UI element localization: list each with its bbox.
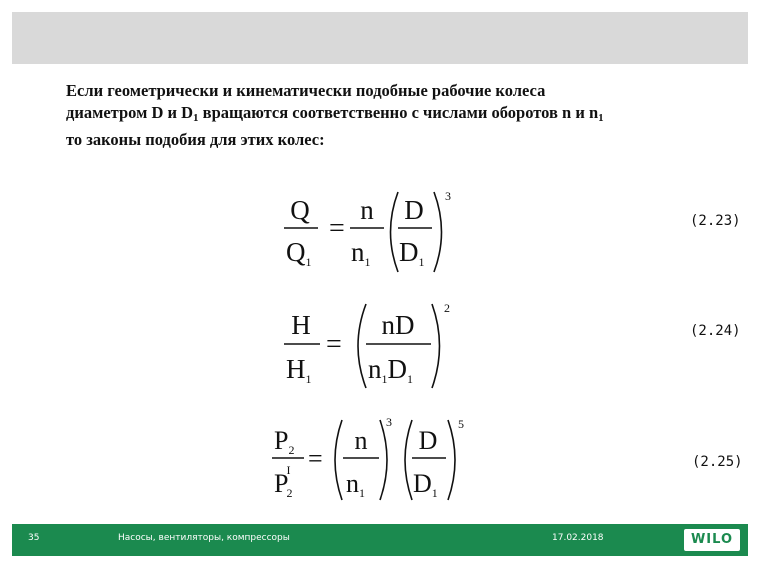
- f3-paren1-left: [335, 420, 342, 500]
- f1-paren-right: [434, 192, 442, 272]
- f3-equals: =: [308, 444, 323, 473]
- f1-paren-den: D1: [399, 237, 425, 269]
- page-number: 35: [28, 533, 40, 543]
- footer-bar: [12, 524, 748, 556]
- f3-paren2-right: [448, 420, 455, 500]
- f3-p1-num: n: [354, 426, 368, 455]
- f3-paren2-left: [405, 420, 412, 500]
- equation-number-2-25: (2.25): [692, 454, 743, 470]
- f2-exponent: 2: [444, 301, 450, 315]
- f1-left-den: Q1: [286, 237, 312, 269]
- f2-paren-left: [358, 304, 366, 388]
- intro-text: [66, 80, 736, 151]
- wilo-logo-text: WILO: [690, 532, 734, 547]
- equation-number-2-23: (2.23): [690, 213, 741, 229]
- f2-paren-den: n1D1: [368, 354, 413, 386]
- formula-2-24: [280, 298, 470, 390]
- f1-paren-num: D: [404, 195, 424, 225]
- f1-equals: =: [329, 213, 345, 244]
- f3-left-num: P2: [274, 426, 295, 457]
- f3-p2-exponent: 5: [458, 417, 464, 431]
- f3-left-den: PI 2: [274, 463, 293, 500]
- f1-left-num: Q: [290, 195, 310, 225]
- intro-line-3: то законы подобия для этих колес:: [66, 130, 325, 149]
- header-band: [12, 12, 748, 64]
- f3-paren1-right: [380, 420, 387, 500]
- f1-mid-den: n1: [351, 237, 371, 269]
- f2-left-num: H: [291, 310, 311, 340]
- formula-2-23: [270, 188, 470, 280]
- intro-line-2: диаметром D и $D_1$ вращаются соответственно с числами оборотов n и $n_1$: [66, 103, 604, 124]
- f3-p1-den: n1: [346, 469, 365, 500]
- f2-equals: =: [326, 329, 342, 360]
- formula-2-25: [270, 412, 480, 504]
- f2-left-den: H1: [286, 354, 312, 386]
- wilo-logo: [684, 529, 740, 551]
- f1-paren-left: [391, 192, 399, 272]
- f1-exponent: 3: [445, 189, 451, 203]
- f3-p2-den: D1: [413, 469, 438, 500]
- f2-paren-num: nD: [381, 310, 415, 340]
- equation-number-2-24: (2.24): [690, 323, 741, 339]
- f3-p2-num: D: [418, 426, 438, 455]
- f2-paren-right: [432, 304, 440, 388]
- intro-line-1: Если геометрически и кинематически подобные рабочие колеса: [66, 81, 546, 100]
- f1-mid-num: n: [360, 195, 374, 225]
- footer-date: 17.02.2018: [552, 533, 604, 543]
- footer-title: Насосы, вентиляторы, компрессоры: [118, 533, 290, 543]
- f3-p1-exponent: 3: [386, 415, 392, 429]
